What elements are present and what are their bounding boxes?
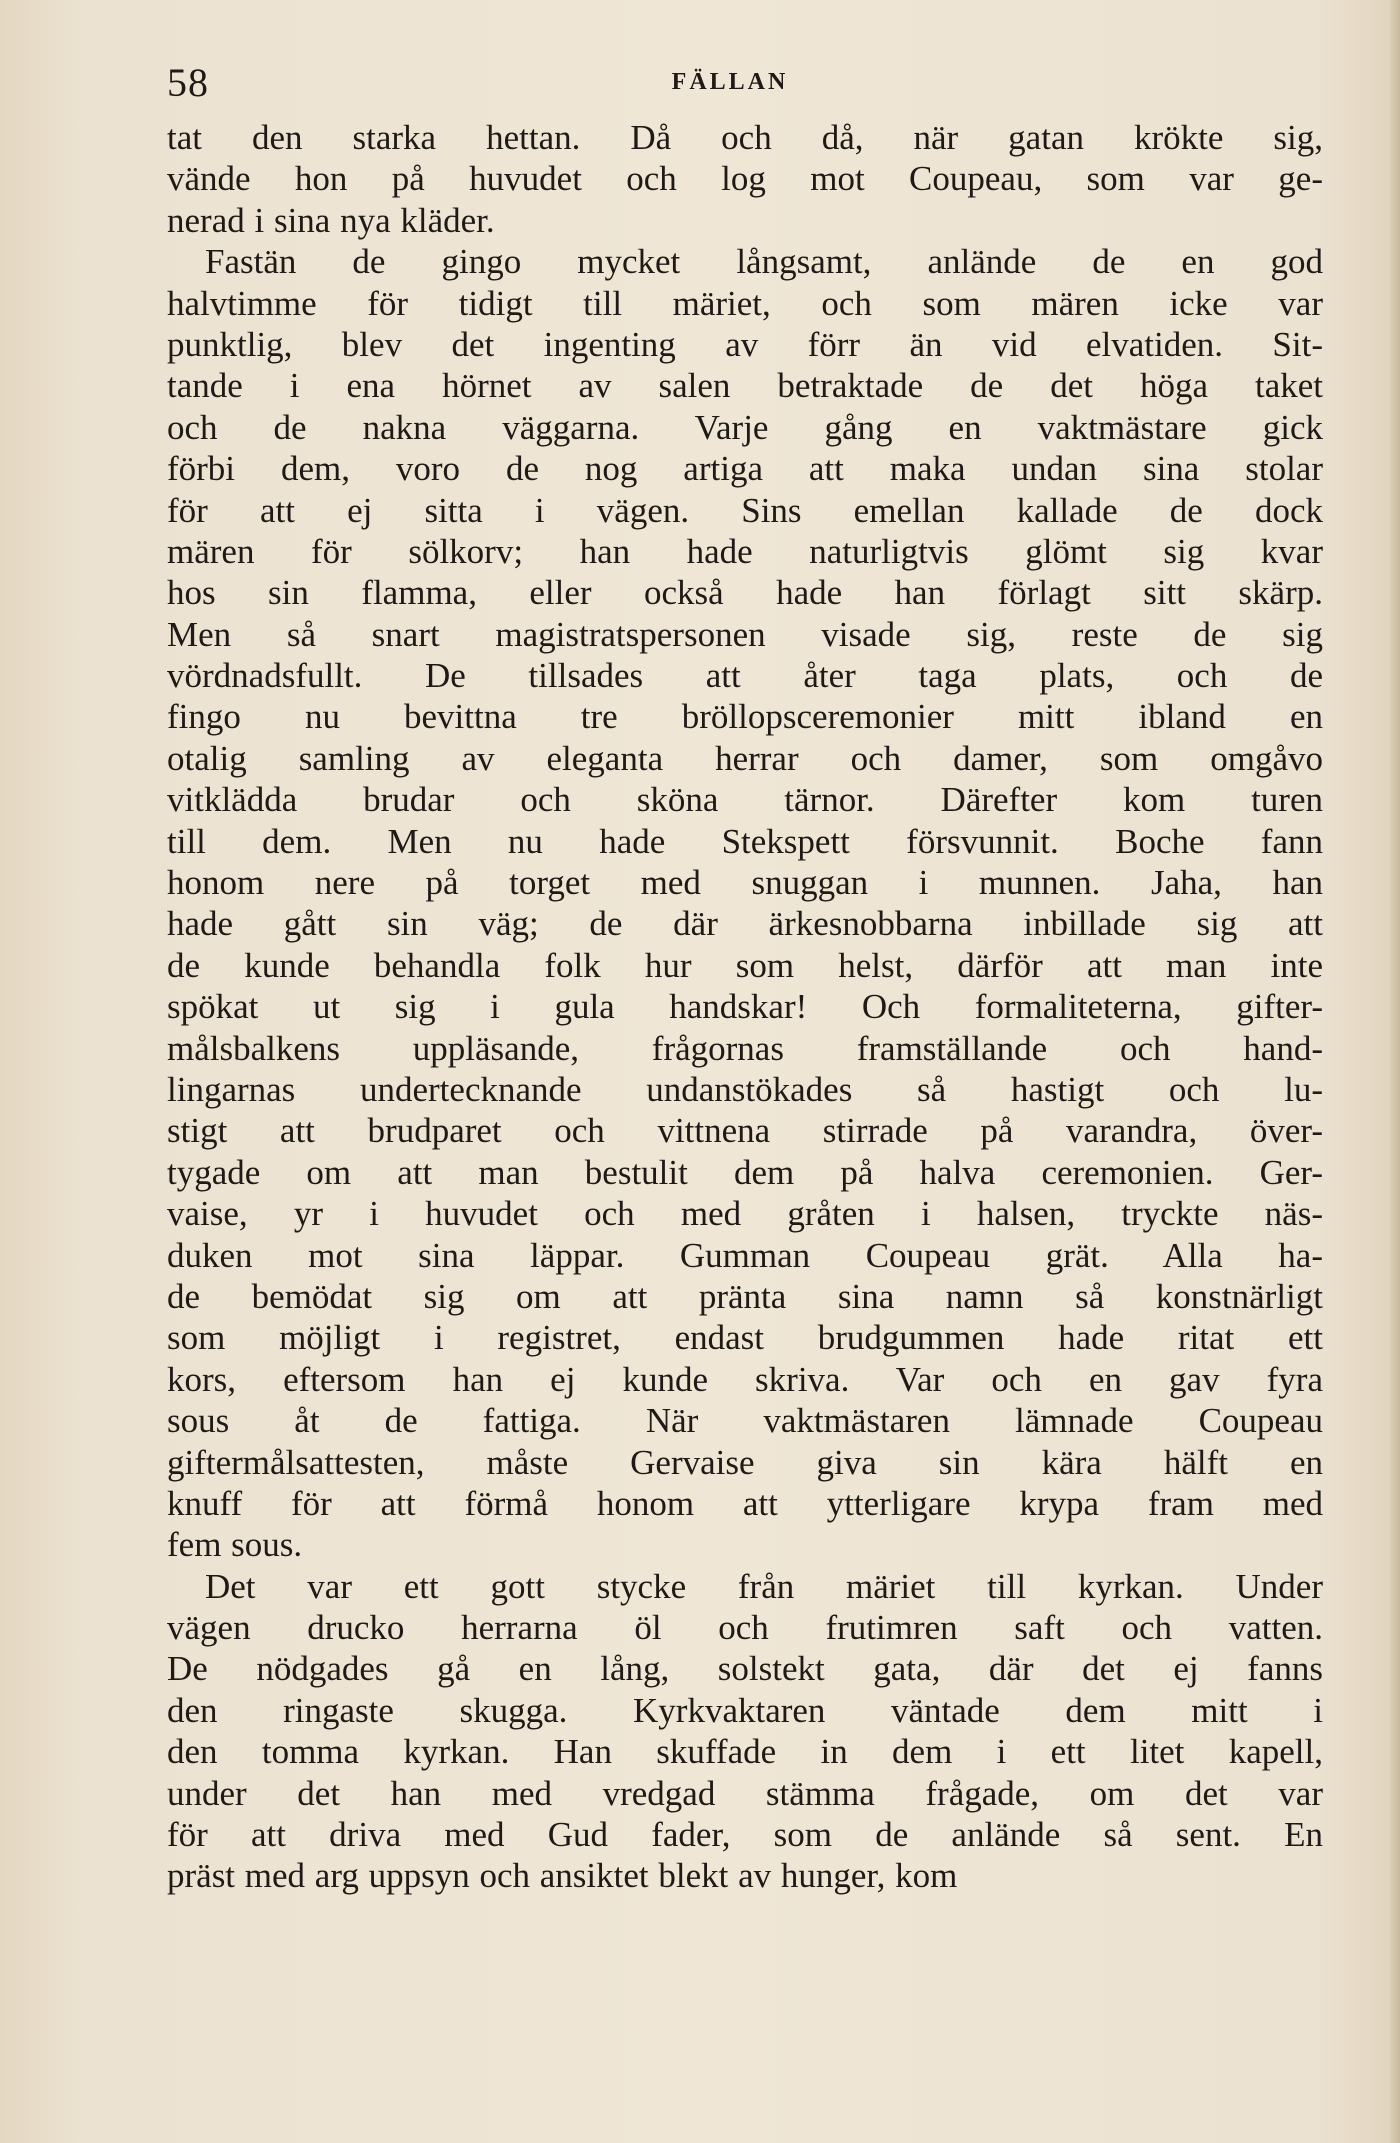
text-line: och de nakna väggarna. Varje gång en vaktmästare gick [167, 407, 1323, 447]
text-line: Men så snart magistratspersonen visade sig, reste de sig [167, 614, 1323, 654]
text-line: som möjligt i registret, endast brudgummen hade ritat ett [167, 1318, 1323, 1358]
text-line: tygade om att man bestulit dem på halva ceremonien. Ger- [167, 1152, 1323, 1192]
text-line: knuff för att förmå honom att ytterligare krypa fram med [167, 1483, 1323, 1523]
text-line: kors, eftersom han ej kunde skriva. Var och en gav fyra [167, 1359, 1323, 1399]
text-line: halvtimme för tidigt till märiet, och som mären icke var [167, 283, 1323, 323]
text-line: under det han med vredgad stämma frågade, om det var [167, 1773, 1323, 1813]
page-header [167, 52, 1323, 105]
text-line: mären för sölkorv; han hade naturligtvis glömt sig kvar [167, 531, 1323, 571]
text-line: vände hon på huvudet och log mot Coupeau, som var ge- [167, 159, 1323, 199]
text-line: vördnadsfullt. De tillsades att åter taga plats, och de [167, 656, 1323, 696]
text-line: otalig samling av eleganta herrar och damer, som omgåvo [167, 738, 1323, 778]
page-edge [1390, 0, 1400, 2143]
text-line: präst med arg uppsyn och ansiktet blekt av hunger, kom [167, 1856, 958, 1896]
text-line: duken mot sina läppar. Gumman Coupeau grät. Alla ha- [167, 1235, 1323, 1275]
text-line: nerad i sina nya kläder. [167, 200, 495, 240]
text-line: tande i ena hörnet av salen betraktade de det höga taket [167, 366, 1323, 406]
text-line: De nödgades gå en lång, solstekt gata, där det ej fanns [167, 1649, 1323, 1689]
text-line: fingo nu bevittna tre bröllopsceremonier mitt ibland en [167, 697, 1323, 737]
body-text [167, 117, 1323, 1897]
text-line: giftermålsattesten, måste Gervaise giva sin kära hälft en [167, 1442, 1323, 1482]
text-line: hade gått sin väg; de där ärkesnobbarna inbillade sig att [167, 904, 1323, 944]
text-line: punktlig, blev det ingenting av förr än vid elvatiden. Sit- [167, 324, 1323, 364]
text-line: den ringaste skugga. Kyrkvaktaren väntade dem mitt i [167, 1690, 1323, 1730]
text-line: för att driva med Gud fader, som de anlände så sent. En [167, 1815, 1323, 1855]
text-line: tat den starka hettan. Då och då, när gatan krökte sig, [167, 118, 1323, 157]
paragraph [167, 241, 1323, 1566]
text-line: de kunde behandla folk hur som helst, därför att man inte [167, 945, 1323, 985]
text-line: hos sin flamma, eller också hade han förlagt sitt skärp. [167, 573, 1323, 613]
text-line: fem sous. [167, 1525, 303, 1565]
paragraph [167, 1566, 1323, 1897]
text-line: förbi dem, voro de nog artiga att maka undan sina stolar [167, 449, 1323, 489]
text-line: lingarnas undertecknande undanstökades så hastigt och lu- [167, 1069, 1323, 1109]
running-title: FÄLLAN [671, 69, 789, 95]
text-line: målsbalkens uppläsande, frågornas framställande och hand- [167, 1028, 1323, 1068]
text-line: Fastän de gingo mycket långsamt, anlände de en god [205, 242, 1323, 282]
text-line: den tomma kyrkan. Han skuffade in dem i ett litet kapell, [167, 1732, 1323, 1772]
text-line: till dem. Men nu hade Stekspett försvunnit. Boche fann [167, 821, 1323, 861]
page-number: 58 [167, 60, 209, 105]
text-line: de bemödat sig om att pränta sina namn så konstnärligt [167, 1276, 1323, 1316]
text-line: vitklädda brudar och sköna tärnor. Därefter kom turen [167, 780, 1323, 820]
text-line: Det var ett gott stycke från märiet till kyrkan. Under [205, 1566, 1323, 1606]
text-line: honom nere på torget med snuggan i munnen. Jaha, han [167, 863, 1323, 903]
text-line: vägen drucko herrarna öl och frutimren saft och vatten. [167, 1608, 1323, 1648]
text-line: spökat ut sig i gula handskar! Och formaliteterna, gifter- [167, 987, 1323, 1027]
text-line: sous åt de fattiga. När vaktmästaren lämnade Coupeau [167, 1401, 1323, 1441]
paragraph [167, 117, 1323, 241]
text-line: vaise, yr i huvudet och med gråten i halsen, tryckte näs- [167, 1194, 1323, 1234]
text-line: för att ej sitta i vägen. Sins emellan kallade de dock [167, 490, 1323, 530]
text-line: stigt att brudparet och vittnena stirrade på varandra, över- [167, 1111, 1323, 1151]
